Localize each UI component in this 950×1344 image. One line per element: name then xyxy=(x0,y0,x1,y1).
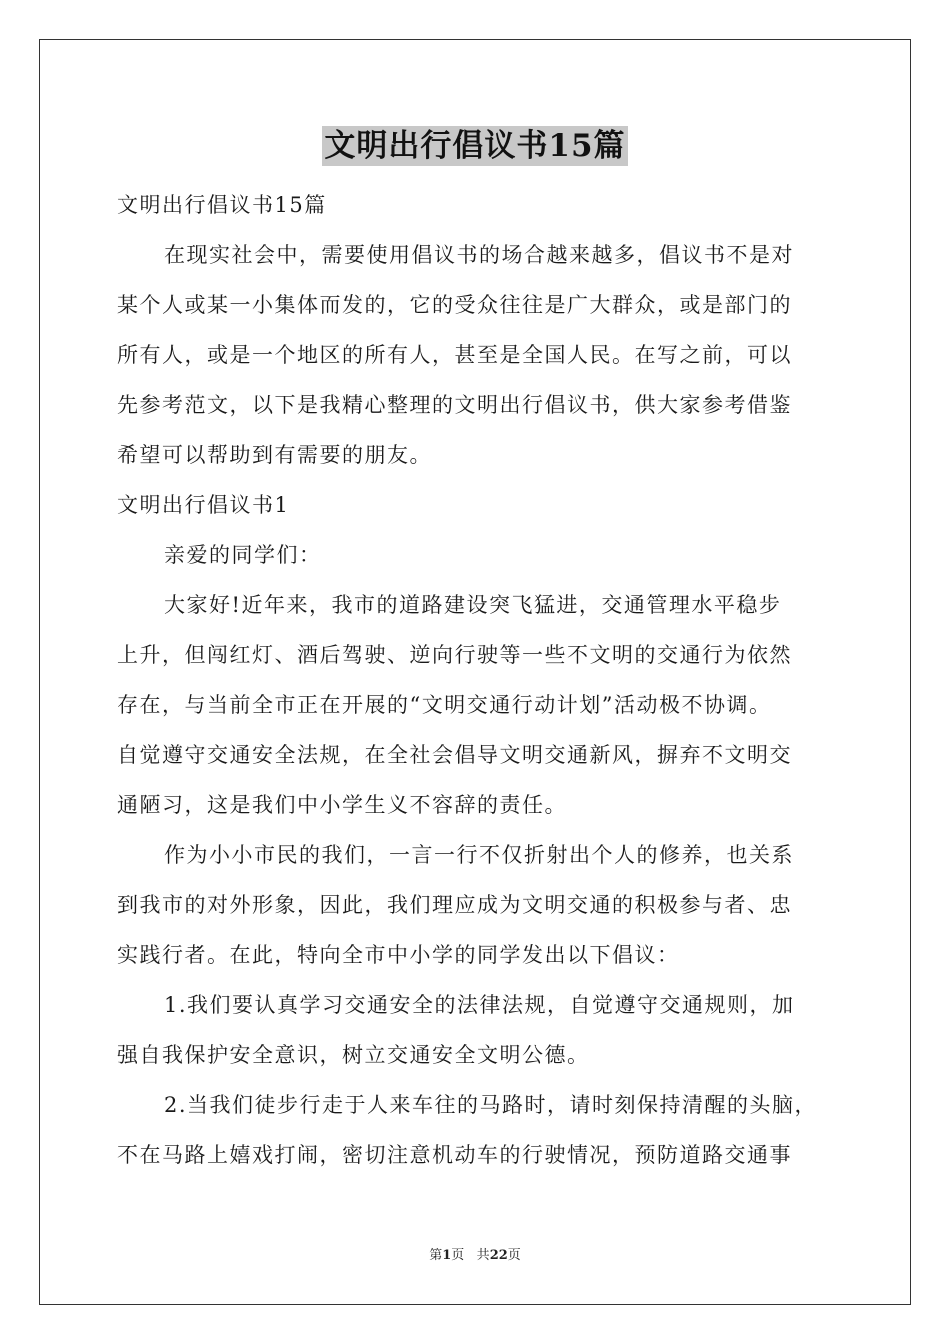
page-footer xyxy=(0,1248,950,1264)
text-line: 实践行者。在此，特向全市中小学的同学发出以下倡议： xyxy=(117,943,680,967)
text-line: 上升，但闯红灯、酒后驾驶、逆向行驶等一些不文明的交通行为依然 xyxy=(117,643,792,667)
text-line: 文明出行倡议书15篇 xyxy=(117,193,327,217)
total-pages: 22 xyxy=(489,1248,508,1263)
document-title: 文明出行倡议书15篇 xyxy=(324,128,626,164)
text-line: 不在马路上嬉戏打闹，密切注意机动车的行驶情况，预防道路交通事 xyxy=(117,1143,792,1167)
text-line: 强自我保护安全意识，树立交通安全文明公德。 xyxy=(117,1043,590,1067)
text-line: 1.我们要认真学习交通安全的法律法规，自觉遵守交通规则，加 xyxy=(164,993,795,1017)
text-line: 大家好!近年来，我市的道路建设突飞猛进，交通管理水平稳步 xyxy=(164,593,782,617)
total-suffix: 页 xyxy=(507,1248,521,1263)
text-line: 存在，与当前全市正在开展的“文明交通行动计划”活动极不协调。 xyxy=(117,693,772,717)
text-line: 希望可以帮助到有需要的朋友。 xyxy=(117,443,432,467)
text-line: 某个人或某一小集体而发的，它的受众往往是广大群众，或是部门的 xyxy=(117,293,792,317)
text-line: 作为小小市民的我们，一言一行不仅折射出个人的修养，也关系 xyxy=(164,843,794,867)
total-prefix: 共 xyxy=(476,1248,490,1263)
text-line: 通陋习，这是我们中小学生义不容辞的责任。 xyxy=(117,793,567,817)
document-body xyxy=(117,180,839,1180)
text-line: 文明出行倡议书1 xyxy=(117,493,290,517)
title-container xyxy=(0,126,950,166)
text-line: 到我市的对外形象，因此，我们理应成为文明交通的积极参与者、忠 xyxy=(117,893,792,917)
page-prefix: 第 xyxy=(429,1248,443,1263)
text-line: 在现实社会中，需要使用倡议书的场合越来越多，倡议书不是对 xyxy=(164,243,794,267)
page-suffix: 页 xyxy=(451,1248,465,1263)
text-line: 所有人，或是一个地区的所有人，甚至是全国人民。在写之前，可以 xyxy=(117,343,792,367)
text-line: 2.当我们徒步行走于人来车往的马路时，请时刻保持清醒的头脑， xyxy=(164,1093,818,1117)
page-number: 1 xyxy=(442,1248,452,1263)
text-line: 自觉遵守交通安全法规，在全社会倡导文明交通新风，摒弃不文明交 xyxy=(117,743,792,767)
text-line: 亲爱的同学们： xyxy=(164,543,322,567)
text-line: 先参考范文，以下是我精心整理的文明出行倡议书，供大家参考借鉴 xyxy=(117,393,792,417)
